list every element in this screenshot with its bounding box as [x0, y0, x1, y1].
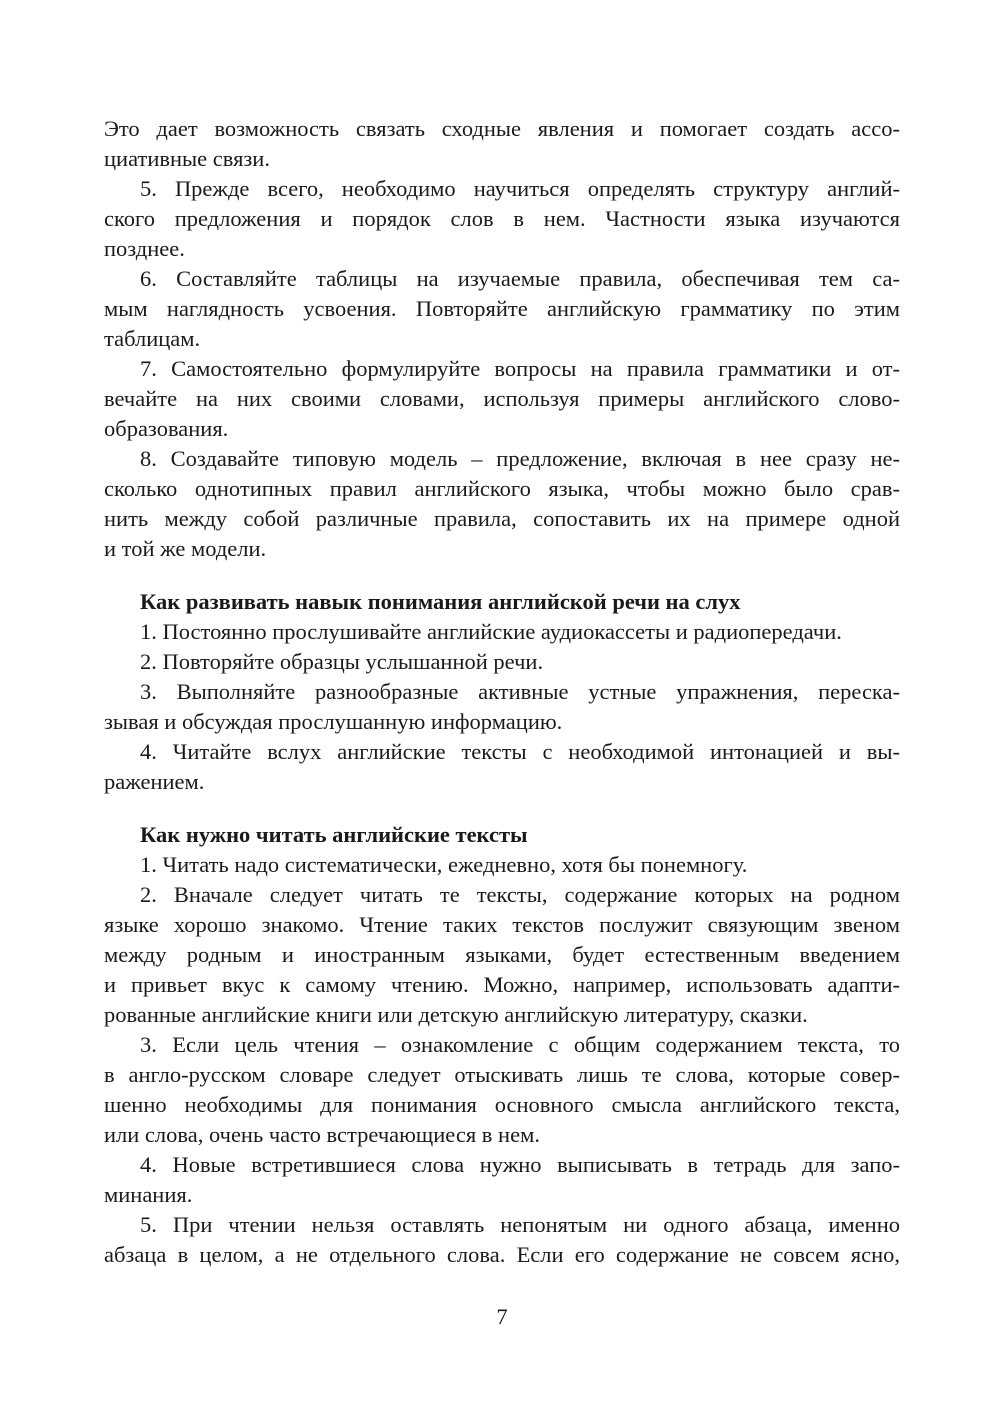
page-body	[104, 114, 900, 1270]
text-line: и той же модели.	[104, 536, 267, 561]
listening-item-2	[104, 647, 900, 677]
page-number: 7	[496, 1304, 508, 1329]
reading-item-1	[104, 850, 900, 880]
listening-item-3	[104, 677, 900, 737]
text-line: 5. При чтении нельзя оставлять непонятым ни одного абзаца, именно	[140, 1212, 900, 1237]
text-line: 7. Самостоятельно формулируйте вопросы на правила грамматики и от-	[140, 356, 900, 381]
text-line: образования.	[104, 416, 229, 441]
text-line: зывая и обсуждая прослушанную информацию.	[104, 709, 563, 734]
text-line: сколько однотипных правил английского языка, чтобы можно было срав-	[104, 476, 900, 501]
text-line: языке хорошо знакомо. Чтение таких текстов послужит связующим звеном	[104, 912, 900, 937]
text-line: таблицам.	[104, 326, 201, 351]
text-line: вечайте на них своими словами, используя примеры английского слово-	[104, 386, 900, 411]
text-line: нить между собой различные правила, сопоставить их на примере одной	[104, 506, 900, 531]
text-line: минания.	[104, 1182, 193, 1207]
text-line: циативные связи.	[104, 146, 270, 171]
text-line: рованные английские книги или детскую английскую литературу, сказки.	[104, 1002, 808, 1027]
text-line: или слова, очень часто встречающиеся в нем.	[104, 1122, 540, 1147]
text-line: 4. Новые встретившиеся слова нужно выписывать в тетрадь для запо-	[140, 1152, 900, 1177]
text-line: 2. Вначале следует читать те тексты, содержание которых на родном	[140, 882, 900, 907]
text-line: мым наглядность усвоения. Повторяйте английскую грамматику по этим	[104, 296, 900, 321]
text-line: 2. Повторяйте образцы услышанной речи.	[140, 649, 544, 674]
text-line: позднее.	[104, 236, 185, 261]
text-line: Это дает возможность связать сходные явления и помогает создать ассо-	[104, 116, 900, 141]
paragraph-item-7	[104, 354, 900, 444]
listening-item-4	[104, 737, 900, 797]
reading-item-5	[104, 1210, 900, 1270]
text-line: 1. Постоянно прослушивайте английские аудиокассеты и радиопередачи.	[140, 619, 842, 644]
text-line: и привьет вкус к самому чтению. Можно, например, использовать адапти-	[104, 972, 900, 997]
text-line: между родным и иностранным языками, будет естественным введением	[104, 942, 900, 967]
text-line: 4. Читайте вслух английские тексты с необходимой интонацией и вы-	[140, 739, 900, 764]
paragraph-item-6	[104, 264, 900, 354]
paragraph-item-8	[104, 444, 900, 564]
text-line: в англо-русском словаре следует отыскивать лишь те слова, которые совер-	[104, 1062, 900, 1087]
section-heading-reading: Как нужно читать английские тексты	[140, 822, 528, 847]
text-line: абзаца в целом, а не отдельного слова. Если его содержание не совсем ясно,	[104, 1242, 900, 1267]
reading-item-2	[104, 880, 900, 1030]
text-line: ского предложения и порядок слов в нем. Частности языка изучаются	[104, 206, 900, 231]
text-line: 8. Создавайте типовую модель – предложение, включая в нее сразу не-	[140, 446, 900, 471]
paragraph-intro-continuation	[104, 114, 900, 174]
paragraph-item-5	[104, 174, 900, 264]
text-line: 5. Прежде всего, необходимо научиться определять структуру англий-	[140, 176, 900, 201]
text-line: 3. Если цель чтения – ознакомление с общим содержанием текста, то	[140, 1032, 900, 1057]
reading-item-3	[104, 1030, 900, 1150]
text-line: 6. Составляйте таблицы на изучаемые правила, обеспечивая тем са-	[140, 266, 900, 291]
text-line: 1. Читать надо систематически, ежедневно, хотя бы понемногу.	[140, 852, 748, 877]
section-heading-listening: Как развивать навык понимания английской речи на слух	[140, 589, 741, 614]
reading-item-4	[104, 1150, 900, 1210]
text-line: ражением.	[104, 769, 205, 794]
text-line: шенно необходимы для понимания основного смысла английского текста,	[104, 1092, 900, 1117]
listening-item-1	[104, 617, 900, 647]
text-line: 3. Выполняйте разнообразные активные устные упражнения, переска-	[140, 679, 900, 704]
